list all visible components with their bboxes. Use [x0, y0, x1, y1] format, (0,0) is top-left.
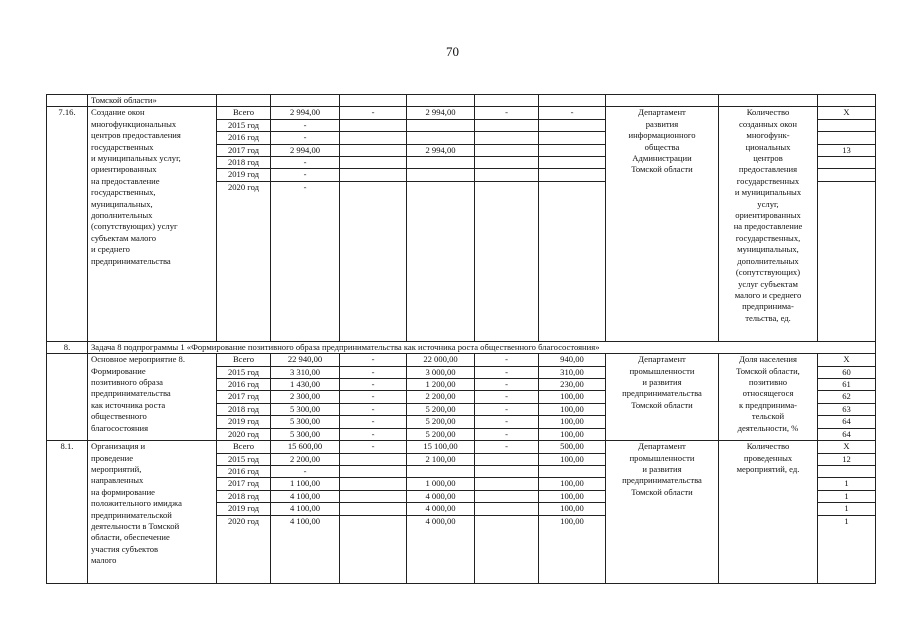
federal-cell: [340, 453, 407, 465]
total-cell: 3 310,00: [271, 366, 340, 378]
year-cell: 2020 год: [217, 428, 271, 440]
program-table: [46, 94, 876, 584]
year-cell: Всего: [217, 107, 271, 119]
federal-cell: -: [340, 416, 407, 428]
year-cell: 2016 год: [217, 379, 271, 391]
table-row: [47, 441, 876, 453]
local-cell: [475, 453, 539, 465]
item-number: [47, 354, 88, 441]
year-cell: 2020 год: [217, 181, 271, 341]
regional-cell: 3 000,00: [407, 366, 475, 378]
regional-cell: 2 200,00: [407, 391, 475, 403]
year-cell: 2018 год: [217, 490, 271, 502]
indicator-value: [818, 181, 876, 341]
year-cell: 2019 год: [217, 169, 271, 181]
federal-cell: [340, 169, 407, 181]
federal-cell: [340, 119, 407, 131]
indicator-value: 64: [818, 416, 876, 428]
federal-cell: -: [340, 391, 407, 403]
indicator-value: Х: [818, 441, 876, 453]
year-cell: 2017 год: [217, 391, 271, 403]
local-cell: [475, 515, 539, 583]
indicator-value: [818, 465, 876, 477]
indicator-value: [818, 132, 876, 144]
local-cell: -: [475, 428, 539, 440]
total-cell: 5 300,00: [271, 403, 340, 415]
other-cell: [539, 169, 606, 181]
regional-cell: 1 000,00: [407, 478, 475, 490]
other-cell: 100,00: [539, 403, 606, 415]
local-cell: [475, 169, 539, 181]
federal-cell: -: [340, 379, 407, 391]
local-cell: [475, 119, 539, 131]
regional-cell: [407, 169, 475, 181]
item-number: 7.16.: [47, 107, 88, 341]
indicator-value: 12: [818, 453, 876, 465]
regional-cell: [407, 181, 475, 341]
other-cell: -: [539, 107, 606, 119]
indicator-value: 1: [818, 478, 876, 490]
indicator-value: 60: [818, 366, 876, 378]
total-cell: -: [271, 465, 340, 477]
total-cell: 4 100,00: [271, 503, 340, 515]
local-cell: -: [475, 107, 539, 119]
continued-text: Томской области»: [88, 95, 217, 107]
regional-cell: 4 000,00: [407, 490, 475, 502]
regional-cell: 15 100,00: [407, 441, 475, 453]
total-cell: 2 994,00: [271, 144, 340, 156]
total-cell: 2 994,00: [271, 107, 340, 119]
other-cell: 100,00: [539, 515, 606, 583]
measure-title: Создание окон многофункциональных центров предоставления государственных и муниципальных услуг, ориентированных на предоставление государственных, муниципальных, дополнительных (сопутствующих) услуг субъектам малого и среднего предпринимательства: [88, 107, 217, 341]
regional-cell: 22 000,00: [407, 354, 475, 366]
regional-cell: 5 200,00: [407, 403, 475, 415]
indicator-value: 62: [818, 391, 876, 403]
federal-cell: [340, 181, 407, 341]
table-row: [47, 107, 876, 119]
regional-cell: [407, 119, 475, 131]
responsible-department: Департамент развития информационного общества Администрации Томской области: [606, 107, 719, 341]
federal-cell: -: [340, 403, 407, 415]
local-cell: [475, 181, 539, 341]
federal-cell: [340, 503, 407, 515]
local-cell: -: [475, 379, 539, 391]
regional-cell: 4 000,00: [407, 515, 475, 583]
regional-cell: [407, 132, 475, 144]
local-cell: [475, 144, 539, 156]
local-cell: [475, 503, 539, 515]
regional-cell: [407, 157, 475, 169]
total-cell: 4 100,00: [271, 490, 340, 502]
other-cell: 310,00: [539, 366, 606, 378]
local-cell: [475, 157, 539, 169]
regional-cell: [407, 465, 475, 477]
indicator-value: 63: [818, 403, 876, 415]
regional-cell: 2 994,00: [407, 107, 475, 119]
local-cell: -: [475, 441, 539, 453]
measure-title: Основное мероприятие 8. Формирование позитивного образа предпринимательства как источника роста общественного благосостояния: [88, 354, 217, 441]
federal-cell: -: [340, 354, 407, 366]
year-cell: 2015 год: [217, 453, 271, 465]
table-row: [47, 341, 876, 353]
other-cell: 100,00: [539, 428, 606, 440]
total-cell: -: [271, 157, 340, 169]
year-cell: 2018 год: [217, 403, 271, 415]
indicator-value: 13: [818, 144, 876, 156]
federal-cell: [340, 465, 407, 477]
total-cell: 1 100,00: [271, 478, 340, 490]
total-cell: 2 200,00: [271, 453, 340, 465]
other-cell: 100,00: [539, 453, 606, 465]
year-cell: 2019 год: [217, 416, 271, 428]
year-cell: Всего: [217, 354, 271, 366]
federal-cell: [340, 157, 407, 169]
item-number: 8.: [47, 341, 88, 353]
year-cell: 2020 год: [217, 515, 271, 583]
year-cell: 2019 год: [217, 503, 271, 515]
year-cell: 2017 год: [217, 144, 271, 156]
other-cell: 230,00: [539, 379, 606, 391]
other-cell: 100,00: [539, 490, 606, 502]
federal-cell: [340, 515, 407, 583]
item-number: 8.1.: [47, 441, 88, 583]
year-cell: 2018 год: [217, 157, 271, 169]
total-cell: 5 300,00: [271, 428, 340, 440]
table-row: [47, 95, 876, 107]
other-cell: 100,00: [539, 416, 606, 428]
indicator-value: 1: [818, 515, 876, 583]
indicator-value: [818, 169, 876, 181]
other-cell: [539, 119, 606, 131]
local-cell: -: [475, 354, 539, 366]
indicator-value: 1: [818, 503, 876, 515]
local-cell: [475, 132, 539, 144]
measure-title: Организация и проведение мероприятий, направленных на формирование положительного имиджа предпринимательской деятельности в Томской области, обеспечение участия субъектов малого: [88, 441, 217, 583]
indicator-name: Количество проведенных мероприятий, ед.: [719, 441, 818, 583]
total-cell: 5 300,00: [271, 416, 340, 428]
local-cell: [475, 490, 539, 502]
year-cell: 2016 год: [217, 132, 271, 144]
other-cell: 500,00: [539, 441, 606, 453]
total-cell: 22 940,00: [271, 354, 340, 366]
responsible-department: Департамент промышленности и развития предпринимательства Томской области: [606, 441, 719, 583]
federal-cell: -: [340, 428, 407, 440]
indicator-value: [818, 157, 876, 169]
local-cell: -: [475, 403, 539, 415]
other-cell: 940,00: [539, 354, 606, 366]
total-cell: -: [271, 169, 340, 181]
indicator-value: Х: [818, 107, 876, 119]
indicator-value: 1: [818, 490, 876, 502]
task-title: Задача 8 подпрограммы 1 «Формирование позитивного образа предпринимательства как источника роста общественного благосостояния»: [88, 341, 876, 353]
year-cell: 2015 год: [217, 366, 271, 378]
regional-cell: 5 200,00: [407, 428, 475, 440]
indicator-value: 64: [818, 428, 876, 440]
total-cell: -: [271, 181, 340, 341]
other-cell: 100,00: [539, 478, 606, 490]
total-cell: 4 100,00: [271, 515, 340, 583]
indicator-value: Х: [818, 354, 876, 366]
year-cell: Всего: [217, 441, 271, 453]
regional-cell: 5 200,00: [407, 416, 475, 428]
year-cell: 2016 год: [217, 465, 271, 477]
total-cell: 2 300,00: [271, 391, 340, 403]
regional-cell: 2 100,00: [407, 453, 475, 465]
year-cell: 2017 год: [217, 478, 271, 490]
local-cell: [475, 465, 539, 477]
federal-cell: [340, 132, 407, 144]
year-cell: 2015 год: [217, 119, 271, 131]
total-cell: -: [271, 119, 340, 131]
total-cell: 15 600,00: [271, 441, 340, 453]
other-cell: 100,00: [539, 391, 606, 403]
federal-cell: [340, 490, 407, 502]
other-cell: 100,00: [539, 503, 606, 515]
total-cell: 1 430,00: [271, 379, 340, 391]
indicator-name: Доля населения Томской области, позитивно относящегося к предпринима- тельской деятельности, %: [719, 354, 818, 441]
regional-cell: 2 994,00: [407, 144, 475, 156]
local-cell: -: [475, 366, 539, 378]
other-cell: [539, 132, 606, 144]
regional-cell: 4 000,00: [407, 503, 475, 515]
responsible-department: Департамент промышленности и развития предпринимательства Томской области: [606, 354, 719, 441]
local-cell: [475, 478, 539, 490]
indicator-name: Количество созданных окон многофунк- циональных центров предоставления государственных и муниципальных услуг, ориентированных на предоставление государственных, муниципальных, дополнительных (сопутствующих) услуг субъектам малого и среднего предпринима- тельства, ед.: [719, 107, 818, 341]
local-cell: -: [475, 416, 539, 428]
federal-cell: -: [340, 441, 407, 453]
total-cell: -: [271, 132, 340, 144]
local-cell: -: [475, 391, 539, 403]
other-cell: [539, 157, 606, 169]
indicator-value: 61: [818, 379, 876, 391]
page-number: 70: [446, 44, 459, 59]
other-cell: [539, 465, 606, 477]
federal-cell: -: [340, 107, 407, 119]
indicator-value: [818, 119, 876, 131]
table-row: [47, 354, 876, 366]
other-cell: [539, 144, 606, 156]
federal-cell: [340, 144, 407, 156]
federal-cell: [340, 478, 407, 490]
federal-cell: -: [340, 366, 407, 378]
regional-cell: 1 200,00: [407, 379, 475, 391]
other-cell: [539, 181, 606, 341]
